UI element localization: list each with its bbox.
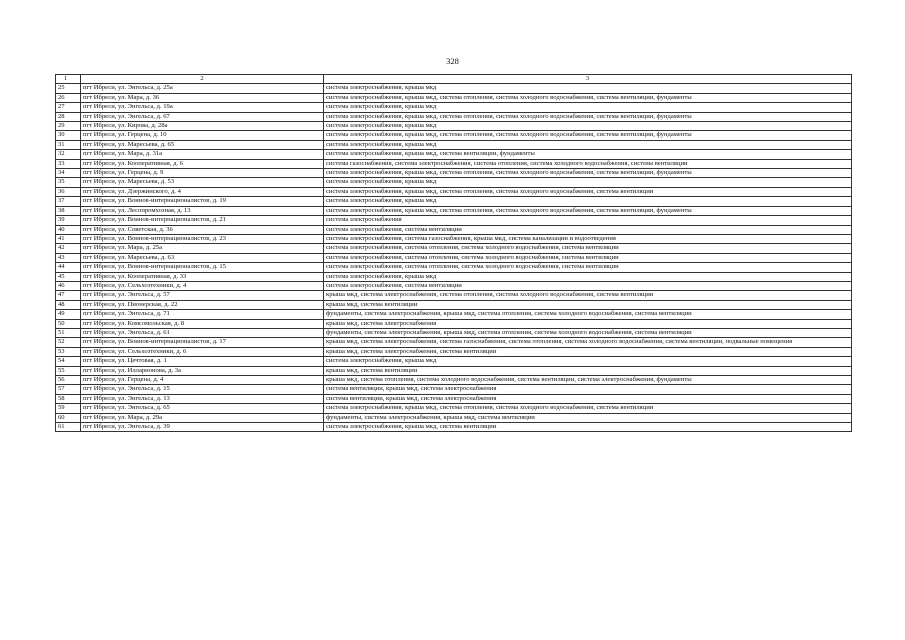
table-row xyxy=(56,310,852,319)
row-number: 56 xyxy=(56,376,81,385)
row-systems: система вентиляции, крыша мкд, система электроснабжения xyxy=(324,394,852,403)
row-address: пгт Ибреси, ул. Воинов-интернационалистов, д. 15 xyxy=(81,263,324,272)
row-systems: система электроснабжения, система вентиляции xyxy=(324,281,852,290)
row-systems: система электроснабжения, крыша мкд xyxy=(324,140,852,149)
table-row xyxy=(56,394,852,403)
table-row xyxy=(56,197,852,206)
row-systems: система электроснабжения, крыша мкд xyxy=(324,272,852,281)
row-address: пгт Ибреси, ул. Маресьева, д. 63 xyxy=(81,253,324,262)
row-number: 59 xyxy=(56,404,81,413)
table-row xyxy=(56,413,852,422)
row-number: 61 xyxy=(56,423,81,432)
row-number: 45 xyxy=(56,272,81,281)
row-address: пгт Ибреси, ул. Энгельса, д. 67 xyxy=(81,112,324,121)
row-systems: система электроснабжения, крыша мкд, система вентиляции xyxy=(324,423,852,432)
row-number: 38 xyxy=(56,206,81,215)
table-row xyxy=(56,169,852,178)
row-number: 33 xyxy=(56,159,81,168)
row-systems: фундаменты, система электроснабжения, крыша мкд, система отопления, система холодного водоснабжения, система вентиляции xyxy=(324,310,852,319)
row-address: пгт Ибреси, ул. Маресьева, д. 53 xyxy=(81,178,324,187)
header-col-1: 1 xyxy=(56,75,81,84)
row-number: 60 xyxy=(56,413,81,422)
table-row xyxy=(56,281,852,290)
row-address: пгт Ибреси, ул. Воинов-интернационалистов, д. 23 xyxy=(81,234,324,243)
row-number: 49 xyxy=(56,310,81,319)
row-address: пгт Ибреси, ул. Цечтовая, д. 1 xyxy=(81,357,324,366)
table-row xyxy=(56,84,852,93)
row-number: 58 xyxy=(56,394,81,403)
row-systems: система электроснабжения, система газоснабжения, крыша мкд, система канализации и водоотведения xyxy=(324,234,852,243)
row-address: пгт Ибреси, ул. Мара, д. 25а xyxy=(81,244,324,253)
table-row xyxy=(56,159,852,168)
table-row xyxy=(56,376,852,385)
row-address: пгт Ибреси, ул. Воинов-интернационалистов, д. 19 xyxy=(81,197,324,206)
row-address: пгт Ибреси, ул. Маресьева, д. 65 xyxy=(81,140,324,149)
row-systems: система электроснабжения, крыша мкд, система отопления, система холодного водоснабжения, система вентиляции, фундаменты xyxy=(324,206,852,215)
row-systems: система электроснабжения, система отопления, система холодного водоснабжения, система вентиляции xyxy=(324,263,852,272)
row-number: 25 xyxy=(56,84,81,93)
table-row xyxy=(56,338,852,347)
table-row xyxy=(56,225,852,234)
row-number: 53 xyxy=(56,347,81,356)
row-systems: крыша мкд, система электроснабжения xyxy=(324,319,852,328)
row-systems: система электроснабжения, крыша мкд, система отопления, система холодного водоснабжения, система вентиляции xyxy=(324,404,852,413)
row-address: пгт Ибреси, ул. Энгельса, д. 57 xyxy=(81,291,324,300)
table-row xyxy=(56,366,852,375)
row-systems: система электроснабжения, крыша мкд xyxy=(324,178,852,187)
table-row xyxy=(56,216,852,225)
row-number: 50 xyxy=(56,319,81,328)
table-row xyxy=(56,206,852,215)
row-systems: система электроснабжения, крыша мкд, система отопления, система холодного водоснабжения, система вентиляции, фундаменты xyxy=(324,169,852,178)
table-row xyxy=(56,347,852,356)
row-number: 37 xyxy=(56,197,81,206)
row-address: пгт Ибреси, ул. Герцена, д. 4 xyxy=(81,376,324,385)
row-number: 42 xyxy=(56,244,81,253)
table-row xyxy=(56,404,852,413)
row-systems: система электроснабжения, крыша мкд, система отопления, система холодного водоснабжения, система вентиляции, фундаменты xyxy=(324,131,852,140)
row-systems: крыша мкд, система электроснабжения, система отопления, система холодного водоснабжения, система вентиляции xyxy=(324,291,852,300)
row-address: пгт Ибреси, ул. Энгельса, д. 15 xyxy=(81,385,324,394)
row-address: пгт Ибреси, ул. Кооперативная, д. 6 xyxy=(81,159,324,168)
row-number: 48 xyxy=(56,300,81,309)
row-number: 34 xyxy=(56,169,81,178)
table-row xyxy=(56,93,852,102)
table-row xyxy=(56,272,852,281)
page-number: 328 xyxy=(446,56,459,66)
row-address: пгт Ибреси, ул. Мара, д. 31а xyxy=(81,150,324,159)
row-number: 44 xyxy=(56,263,81,272)
row-systems: система электроснабжения, крыша мкд xyxy=(324,357,852,366)
row-systems: фундаменты, система электроснабжения, крыша мкд, система отопления, система холодного водоснабжения, система вентиляции xyxy=(324,328,852,337)
row-systems: система электроснабжения, крыша мкд xyxy=(324,103,852,112)
row-address: пгт Ибреси, ул. Мара, д. 36 xyxy=(81,93,324,102)
buildings-table xyxy=(55,74,852,432)
row-address: пгт Ибреси, ул. Сельхозтехники, д. 4 xyxy=(81,281,324,290)
row-systems: крыша мкд, система вентиляции xyxy=(324,366,852,375)
row-systems: система электроснабжения, крыша мкд xyxy=(324,84,852,93)
row-number: 51 xyxy=(56,328,81,337)
row-number: 47 xyxy=(56,291,81,300)
table-row xyxy=(56,234,852,243)
table-row xyxy=(56,357,852,366)
row-systems: система электроснабжения, система отопления, система холодного водоснабжения, система вентиляции xyxy=(324,253,852,262)
row-address: пгт Ибреси, ул. Энгельса, д. 71 xyxy=(81,310,324,319)
row-number: 43 xyxy=(56,253,81,262)
row-systems: система электроснабжения, система вентиляции xyxy=(324,225,852,234)
row-number: 35 xyxy=(56,178,81,187)
row-systems: система электроснабжения, система отопления, система холодного водоснабжения, система вентиляции xyxy=(324,244,852,253)
table-row xyxy=(56,263,852,272)
row-address: пгт Ибреси, ул. Пионерская, д. 22 xyxy=(81,300,324,309)
row-address: пгт Ибреси, ул. Энгельса, д. 65 xyxy=(81,404,324,413)
row-systems: система электроснабжения, крыша мкд, система отопления, система холодного водоснабжения, система вентиляции xyxy=(324,187,852,196)
table-row xyxy=(56,423,852,432)
row-systems: система электроснабжения, крыша мкд xyxy=(324,197,852,206)
row-address: пгт Ибреси, ул. Сельхозтехники, д. 6 xyxy=(81,347,324,356)
table-row xyxy=(56,140,852,149)
table-row xyxy=(56,150,852,159)
header-col-3: 3 xyxy=(324,75,852,84)
table-row xyxy=(56,385,852,394)
row-number: 26 xyxy=(56,93,81,102)
row-number: 46 xyxy=(56,281,81,290)
row-number: 54 xyxy=(56,357,81,366)
row-number: 36 xyxy=(56,187,81,196)
row-address: пгт Ибреси, ул. Воинов-интернационалистов, д. 17 xyxy=(81,338,324,347)
row-systems: крыша мкд, система электроснабжения, система газоснабжения, система отопления, система холодного водоснабжения, система вентиляции, подвальные помещения xyxy=(324,338,852,347)
table-row xyxy=(56,122,852,131)
row-address: пгт Ибреси, ул. Энгельса, д. 13 xyxy=(81,394,324,403)
row-address: пгт Ибреси, ул. Дзержинского, д. 4 xyxy=(81,187,324,196)
row-address: пгт Ибреси, ул. Советская, д. 36 xyxy=(81,225,324,234)
row-address: пгт Ибреси, ул. Энгельса, д. 25а xyxy=(81,84,324,93)
row-systems: система вентиляции, крыша мкд, система электроснабжения xyxy=(324,385,852,394)
row-systems: система электроснабжения, крыша мкд, система отопления, система холодного водоснабжения, система вентиляции, фундаменты xyxy=(324,112,852,121)
row-number: 29 xyxy=(56,122,81,131)
table-row xyxy=(56,319,852,328)
row-number: 40 xyxy=(56,225,81,234)
row-systems: система электроснабжения xyxy=(324,216,852,225)
row-systems: система электроснабжения, крыша мкд, система вентиляции, фундаменты xyxy=(324,150,852,159)
table-row xyxy=(56,244,852,253)
row-address: пгт Ибреси, ул. Герцена, д. 10 xyxy=(81,131,324,140)
row-systems: фундаменты, система электроснабжения, крыша мкд, система вентиляции xyxy=(324,413,852,422)
row-address: пгт Ибреси, ул. Илларионова, д. 3а xyxy=(81,366,324,375)
table-row xyxy=(56,253,852,262)
row-number: 57 xyxy=(56,385,81,394)
row-address: пгт Ибреси, ул. Комсомольская, д. 8 xyxy=(81,319,324,328)
row-systems: система газоснабжения, система электроснабжения, система отопления, система холодного водоснабжения, система вентиляции xyxy=(324,159,852,168)
row-number: 55 xyxy=(56,366,81,375)
table-row xyxy=(56,291,852,300)
row-address: пгт Ибреси, ул. Герцена, д. 9 xyxy=(81,169,324,178)
row-number: 39 xyxy=(56,216,81,225)
table-row xyxy=(56,103,852,112)
row-address: пгт Ибреси, ул. Кирова, д. 28а xyxy=(81,122,324,131)
table-row xyxy=(56,131,852,140)
table-header-row xyxy=(56,75,852,84)
row-number: 32 xyxy=(56,150,81,159)
table-row xyxy=(56,300,852,309)
row-address: пгт Ибреси, ул. Кооперативная, д. 33 xyxy=(81,272,324,281)
row-systems: крыша мкд, система отопления, система холодного водоснабжения, система вентиляции, система электроснабжения, фундаменты xyxy=(324,376,852,385)
table-row xyxy=(56,112,852,121)
row-number: 41 xyxy=(56,234,81,243)
table-row xyxy=(56,187,852,196)
row-address: пгт Ибреси, ул. Энгельса, д. 61 xyxy=(81,328,324,337)
row-number: 31 xyxy=(56,140,81,149)
table-row xyxy=(56,328,852,337)
row-systems: система электроснабжения, крыша мкд xyxy=(324,122,852,131)
row-number: 52 xyxy=(56,338,81,347)
row-number: 27 xyxy=(56,103,81,112)
row-address: пгт Ибреси, ул. Лесопромхозная, д. 13 xyxy=(81,206,324,215)
row-number: 30 xyxy=(56,131,81,140)
row-address: пгт Ибреси, ул. Воинов-интернационалистов, д. 21 xyxy=(81,216,324,225)
header-col-2: 2 xyxy=(81,75,324,84)
row-systems: система электроснабжения, крыша мкд, система отопления, система холодного водоснабжения, система вентиляции, фундаменты xyxy=(324,93,852,102)
table-row xyxy=(56,178,852,187)
row-address: пгт Ибреси, ул. Мара, д. 29а xyxy=(81,413,324,422)
row-address: пгт Ибреси, ул. Энгельса, д. 19а xyxy=(81,103,324,112)
row-address: пгт Ибреси, ул. Энгельса, д. 39 xyxy=(81,423,324,432)
row-systems: крыша мкд, система вентиляции xyxy=(324,300,852,309)
row-number: 28 xyxy=(56,112,81,121)
row-systems: крыша мкд, система электроснабжения, система вентиляции xyxy=(324,347,852,356)
